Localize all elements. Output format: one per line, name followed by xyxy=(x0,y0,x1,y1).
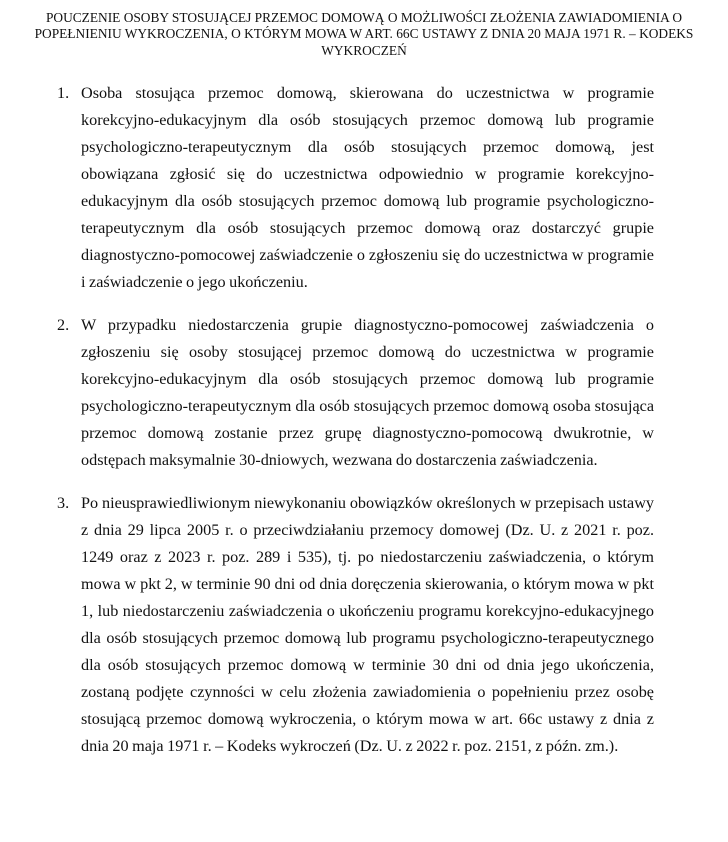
item-text: W przypadku niedostarczenia grupie diagnostyczno-pomocowej zaświadczenia o zgłoszeniu się osoby stosującej przemoc domową do uczestnictwa w programie korekcyjno-edukacyjnym dla osób stosujących przemoc domową lub programie psychologiczno-terapeutycznym dla osób stosujących przemoc domową osoba stosująca przemoc domową zostanie przez grupę diagnostyczno-pomocową dwukrotnie, w odstępach maksymalnie 30-dniowych, wezwana do dostarczenia zaświadczenia. xyxy=(81,316,654,469)
list-item xyxy=(0,490,728,760)
item-number: 1. xyxy=(57,84,70,102)
item-text: Osoba stosująca przemoc domową, skierowana do uczestnictwa w programie korekcyjno-edukacyjnym dla osób stosujących przemoc domową lub programie psychologiczno-terapeutycznym dla osób stosujących przemoc domową, jest obowiązana zgłosić się do uczestnictwa odpowiednio w programie korekcyjno-edukacyjnym dla osób stosujących przemoc domową lub programie psychologiczno-terapeutycznym dla osób stosujących przemoc domową oraz dostarczyć grupie diagnostyczno-pomocowej zaświadczenie o zgłoszeniu się do uczestnictwa w programie i zaświadczenie o jego ukończeniu. xyxy=(81,84,654,291)
list-item xyxy=(0,312,728,474)
instruction-list xyxy=(0,80,728,776)
document-title: POUCZENIE OSOBY STOSUJĄCEJ PRZEMOC DOMOWĄ O MOŻLIWOŚCI ZŁOŻENIA ZAWIADOMIENIA O POPEŁNIENIU WYKROCZENIA, O KTÓRYM MOWA W ART. 66C USTAWY Z DNIA 20 MAJA 1971 R. – KODEKS WYKROCZEŃ xyxy=(34,10,694,58)
item-number: 3. xyxy=(57,494,70,512)
list-item xyxy=(0,80,728,296)
item-number: 2. xyxy=(57,316,70,334)
item-text: Po nieusprawiedliwionym niewykonaniu obowiązków określonych w przepisach ustawy z dnia 29 lipca 2005 r. o przeciwdziałaniu przemocy domowej (Dz. U. z 2021 r. poz. 1249 oraz z 2023 r. poz. 289 i 535), tj. po niedostarczeniu zaświadczenia, o którym mowa w pkt 2, w terminie 90 dni od dnia doręczenia skierowania, o którym mowa w pkt 1, lub niedostarczeniu zaświadczenia o ukończeniu programu korekcyjno-edukacyjnego dla osób stosujących przemoc domową lub programu psychologiczno-terapeutycznego dla osób stosujących przemoc domową w terminie 30 dni od dnia jego ukończenia, zostaną podjęte czynności w celu złożenia zawiadomienia o popełnieniu przez osobę stosującą przemoc domową wykroczenia, o którym mowa w art. 66c ustawy z dnia z dnia 20 maja 1971 r. – Kodeks wykroczeń (Dz. U. z 2022 r. poz. 2151, z późn. zm.). xyxy=(81,494,654,755)
